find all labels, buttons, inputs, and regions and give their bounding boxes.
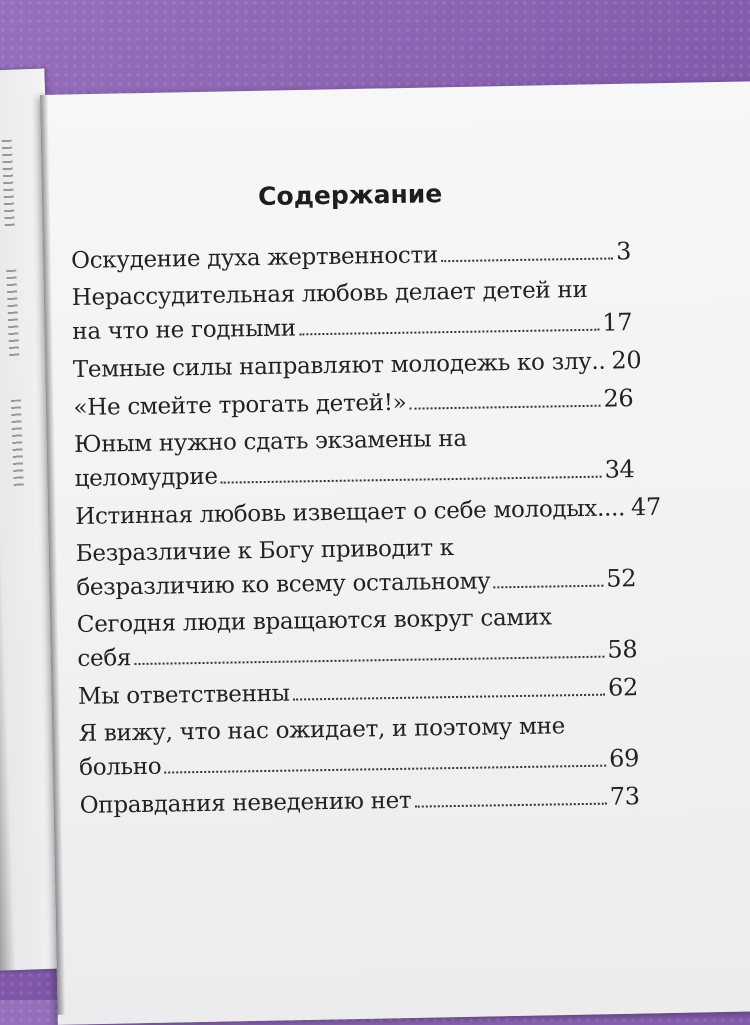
toc-entry-title: Темные силы направляют молодежь ко злу.. <box>72 348 606 383</box>
toc-line <box>75 491 662 534</box>
leader-dots <box>493 585 603 589</box>
toc-entry[interactable] <box>77 600 638 676</box>
leader-dots <box>221 476 602 484</box>
toc-entry-title: Юным нужно сдать экзамены на <box>73 425 467 458</box>
table-of-contents <box>70 176 662 827</box>
toc-entry-title-cont: больно <box>78 753 162 781</box>
toc-list <box>70 235 662 823</box>
toc-entry[interactable] <box>78 709 639 785</box>
toc-entry-title: Безразличие к Богу приводит к <box>75 535 455 567</box>
toc-entry-title: Сегодня люди вращаются вокруг самих <box>76 604 552 638</box>
toc-entry[interactable] <box>73 382 633 425</box>
toc-page-number: 62 <box>607 673 639 702</box>
toc-line <box>71 235 631 278</box>
toc-page-number: 69 <box>608 744 640 773</box>
toc-entry[interactable] <box>72 344 642 387</box>
toc-entry-title: Оправдания неведению нет <box>79 787 412 819</box>
leader-dots <box>293 694 605 701</box>
bleed-text <box>11 400 24 490</box>
toc-line <box>78 671 638 714</box>
toc-entry[interactable] <box>72 273 633 349</box>
leader-dots <box>134 656 604 665</box>
toc-entry-title: Я вижу, что нас ожидает, и поэтому мне <box>78 713 566 747</box>
toc-entry-title-cont: целомудрие <box>74 463 218 492</box>
toc-page-number: 52 <box>606 564 637 593</box>
toc-page-number: 20 <box>611 346 642 375</box>
toc-page-number: 17 <box>602 308 633 337</box>
toc-entry-title-cont: безразличию ко всему остальному <box>76 568 491 601</box>
toc-line <box>79 780 639 823</box>
toc-entry[interactable] <box>78 671 638 714</box>
toc-entry-title-cont: себя <box>77 645 132 672</box>
toc-title: Содержание <box>257 179 443 212</box>
toc-entry-title-cont: на что не годными <box>72 315 297 345</box>
toc-entry-title: Истинная любовь извещает о себе молодых.... <box>75 495 626 530</box>
toc-page-number: 47 <box>630 492 662 522</box>
toc-entry-title: Нерассудительная любовь делает детей ни <box>71 276 588 311</box>
bleed-text <box>2 140 15 230</box>
toc-page-number: 58 <box>607 635 638 664</box>
toc-page-number: 73 <box>609 782 640 811</box>
toc-entry[interactable] <box>74 420 635 496</box>
toc-entry-title: Мы ответственны <box>77 680 290 710</box>
toc-line <box>73 382 633 425</box>
toc-entry[interactable] <box>76 529 637 605</box>
toc-entry[interactable] <box>71 235 631 278</box>
toc-line <box>72 344 642 387</box>
toc-entry-title: «Не смейте трогать детей!» <box>73 389 407 421</box>
toc-entry-title: Оскудение духа жертвенности <box>70 242 439 274</box>
toc-entry[interactable] <box>79 780 639 823</box>
leader-dots <box>410 405 601 410</box>
leader-dots <box>299 329 600 336</box>
toc-page-number: 34 <box>604 455 635 484</box>
toc-page-number: 3 <box>615 237 632 266</box>
toc-entry[interactable] <box>75 491 662 534</box>
leader-dots <box>441 257 613 262</box>
leader-dots <box>164 765 606 774</box>
toc-page-number: 26 <box>603 384 634 413</box>
leader-dots <box>414 803 606 808</box>
bleed-text <box>6 270 19 360</box>
